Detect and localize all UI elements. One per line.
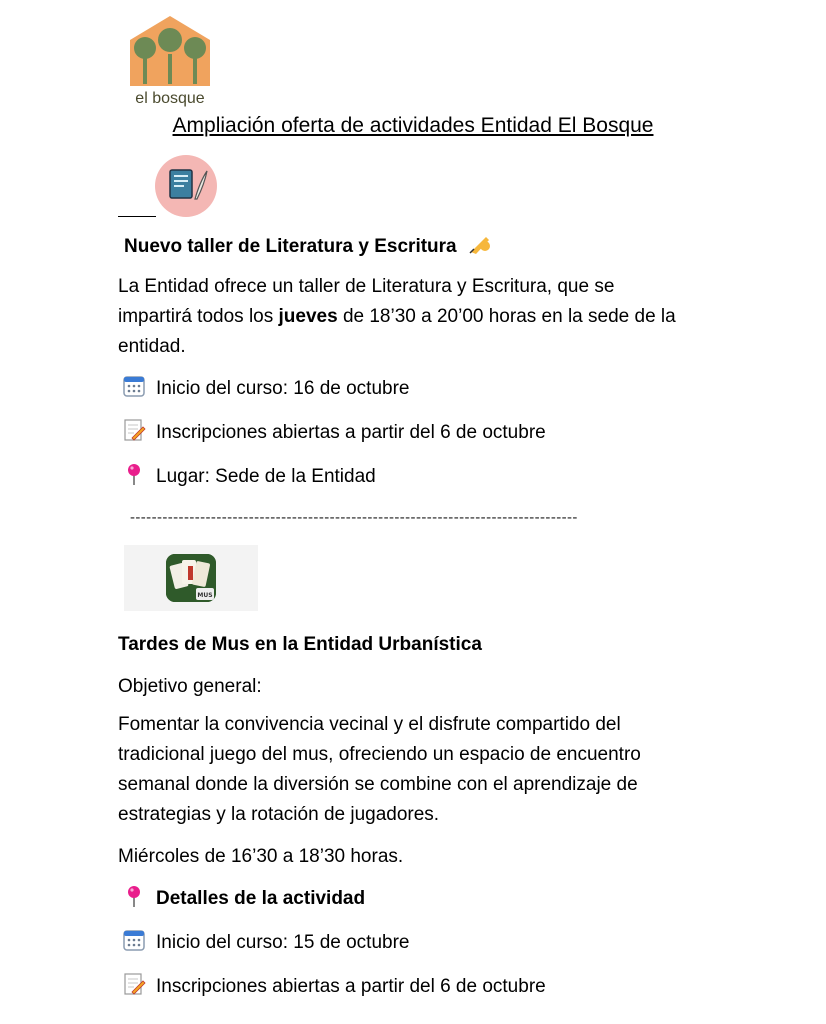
section2-item-start (122, 928, 410, 958)
pin-icon (122, 462, 146, 486)
house-trees-icon (128, 14, 212, 88)
dashed-separator: ----------------------------------------------------------------------------------- (130, 509, 578, 526)
schedule-text: Miércoles de 16’30 a 18’30 horas. (118, 846, 404, 867)
writing-hand-icon (468, 232, 492, 256)
pin-icon (122, 884, 146, 908)
book-feather-icon (155, 155, 217, 217)
details-heading-text: Detalles de la actividad (156, 888, 366, 909)
section2-heading: Tardes de Mus en la Entidad Urbanística (118, 634, 482, 655)
section1-item-location (122, 462, 376, 492)
desc-bold-day: jueves (278, 306, 338, 327)
section1-heading (124, 232, 492, 262)
memo-icon (122, 418, 146, 442)
section2-item-registration (122, 972, 546, 1002)
mus-cards-icon (166, 554, 216, 602)
objective-line-2: tradicional juego del mus, ofreciendo un espacio de encuentro (118, 744, 641, 765)
item-text: Inicio del curso: 15 de octubre (156, 932, 410, 953)
item-text: Inscripciones abiertas a partir del 6 de octubre (156, 976, 546, 997)
calendar-icon (122, 928, 146, 952)
objective-label: Objetivo general: (118, 676, 262, 697)
section1-desc-line1: La Entidad ofrece un taller de Literatura y Escritura, que se (118, 276, 615, 297)
objective-line-4: estrategias y la rotación de jugadores. (118, 804, 440, 825)
memo-icon (122, 972, 146, 996)
desc-text-b: de 18’30 a 20’00 horas en la sede de la (337, 306, 676, 327)
section1-item-start (122, 374, 410, 404)
item-text: Lugar: Sede de la Entidad (156, 466, 376, 487)
logo-text: el bosque (135, 90, 205, 107)
details-heading (122, 884, 365, 914)
mus-icon-label: MUS (197, 592, 213, 599)
objective-line-3: semanal donde la diversión se combine con el aprendizaje de (118, 774, 638, 795)
section1-heading-text: Nuevo taller de Literatura y Escritura (124, 236, 457, 257)
desc-text-a: impartirá todos los (118, 306, 279, 327)
section1-item-registration (122, 418, 546, 448)
page-title: Ampliación oferta de actividades Entidad El Bosque (172, 114, 654, 137)
section1-desc-line3: entidad. (118, 336, 186, 357)
item-text: Inscripciones abiertas a partir del 6 de octubre (156, 422, 546, 443)
objective-line-1: Fomentar la convivencia vecinal y el disfrute compartido del (118, 714, 621, 735)
item-text: Inicio del curso: 16 de octubre (156, 378, 410, 399)
el-bosque-logo (128, 14, 212, 106)
section1-desc-line2 (118, 302, 676, 332)
calendar-icon (122, 374, 146, 398)
short-rule (118, 216, 156, 217)
